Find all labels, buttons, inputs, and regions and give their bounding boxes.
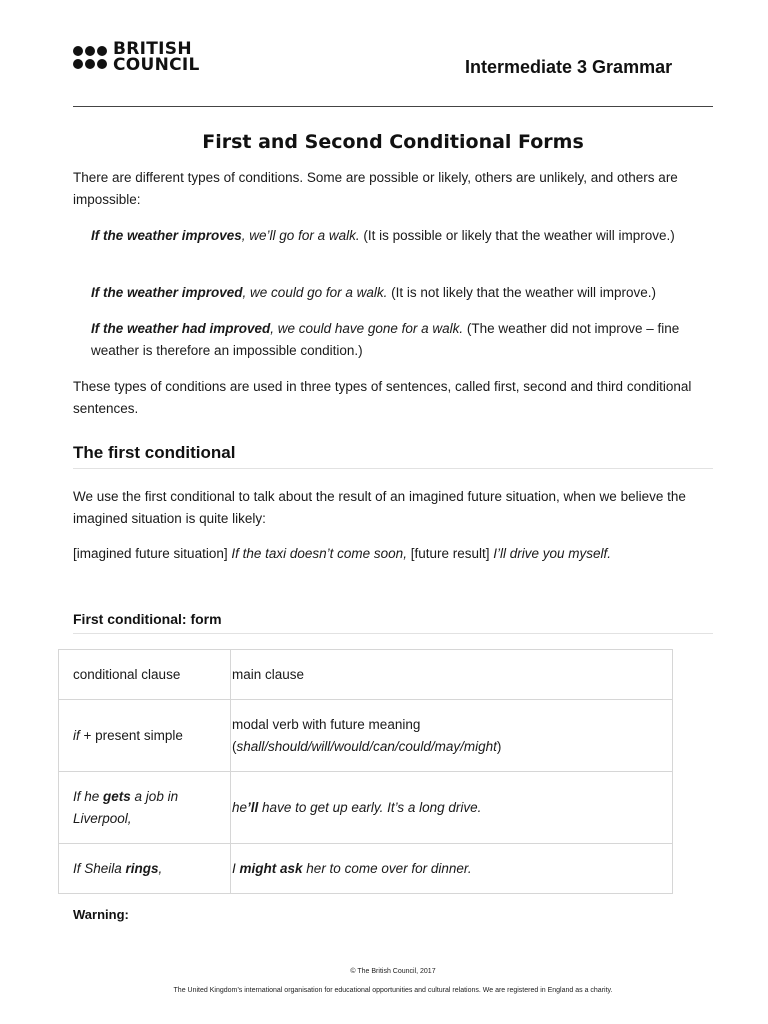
table-row (59, 844, 673, 894)
table-row (59, 772, 673, 844)
warning-label: Warning: (73, 907, 129, 922)
example-2 (91, 282, 711, 304)
example-3 (91, 318, 711, 362)
cell-text: a job in Liverpool, (73, 788, 179, 826)
example-3-result: , we could have gone for a walk. (270, 321, 464, 336)
logo-text (113, 41, 200, 73)
first-conditional-form-table (58, 649, 673, 894)
example-1 (91, 225, 711, 247)
types-paragraph: These types of conditions are used in three types of sentences, called first, second and third conditional sentences. (73, 379, 692, 416)
situation-label: [imagined future situation] (73, 546, 232, 561)
paren-close: ) (496, 738, 502, 754)
modal-list: shall/should/will/would/can/could/may/might (236, 738, 497, 754)
table-header-cell: main clause (231, 650, 673, 700)
cell-bold-text: might ask (239, 860, 303, 876)
header-title: Intermediate 3 Grammar (465, 57, 673, 77)
paren-open: ( (232, 738, 237, 754)
cell-text: , (158, 860, 163, 876)
table-cell (231, 772, 673, 844)
section-divider (73, 468, 713, 469)
cell-bold-text: rings (125, 860, 159, 876)
footer-copyright: © The British Council, 2017 (350, 968, 436, 975)
footer-charity-note: The United Kingdom’s international organisation for educational opportunities and cultural relations. We are registered in England as a charity. (173, 987, 613, 994)
example-2-condition: If the weather improved (91, 285, 243, 300)
cell-text: he (232, 799, 248, 815)
table-header-cell: conditional clause (59, 650, 231, 700)
logo-dots-icon (73, 46, 107, 69)
example-1-result: , we’ll go for a walk. (241, 228, 360, 243)
example-2-note: (It is not likely that the weather will improve.) (387, 285, 656, 300)
table-row (59, 650, 673, 700)
situation-text: If the taxi doesn’t come soon, (231, 546, 407, 561)
if-text: if (73, 727, 80, 743)
page-title: First and Second Conditional Forms (202, 131, 584, 153)
first-conditional-example (73, 543, 713, 565)
cell-bold-text: ’ll (247, 799, 259, 815)
example-3-condition: If the weather had improved (91, 321, 271, 336)
present-simple-text: + present simple (79, 727, 183, 743)
british-council-logo (73, 41, 200, 73)
section-heading: The first conditional (73, 443, 236, 462)
logo-line2: COUNCIL (113, 55, 200, 75)
table-cell (59, 844, 231, 894)
header-divider (73, 106, 713, 107)
example-1-condition: If the weather improves (91, 228, 242, 243)
logo-line1: BRITISH (113, 39, 192, 59)
cell-text: If Sheila (73, 860, 126, 876)
modal-verb-text: modal verb with future meaning (232, 716, 421, 732)
form-divider (73, 633, 713, 634)
form-heading: First conditional: form (73, 611, 222, 627)
cell-text: her to come over for dinner. (302, 860, 472, 876)
example-3-note: (The weather did not improve – fine weather is therefore an impossible condition.) (91, 321, 680, 358)
cell-text: I (232, 860, 240, 876)
example-1-note: (It is possible or likely that the weather will improve.) (359, 228, 675, 243)
table-cell (59, 700, 231, 772)
cell-text: If he (73, 788, 104, 804)
intro-paragraph: There are different types of conditions. Some are possible or likely, others are unlikely, and others are impossible: (73, 170, 678, 207)
result-text: I’ll drive you myself. (493, 546, 612, 561)
table-row (59, 700, 673, 772)
result-label: [future result] (406, 546, 494, 561)
table-cell (231, 700, 673, 772)
cell-text: have to get up early. It’s a long drive. (258, 799, 482, 815)
first-conditional-paragraph: We use the first conditional to talk about the result of an imagined future situation, when we believe the imagined situation is quite likely: (73, 489, 686, 526)
table-cell (59, 772, 231, 844)
example-2-result: , we could go for a walk. (242, 285, 388, 300)
cell-bold-text: gets (103, 788, 131, 804)
table-cell (231, 844, 673, 894)
